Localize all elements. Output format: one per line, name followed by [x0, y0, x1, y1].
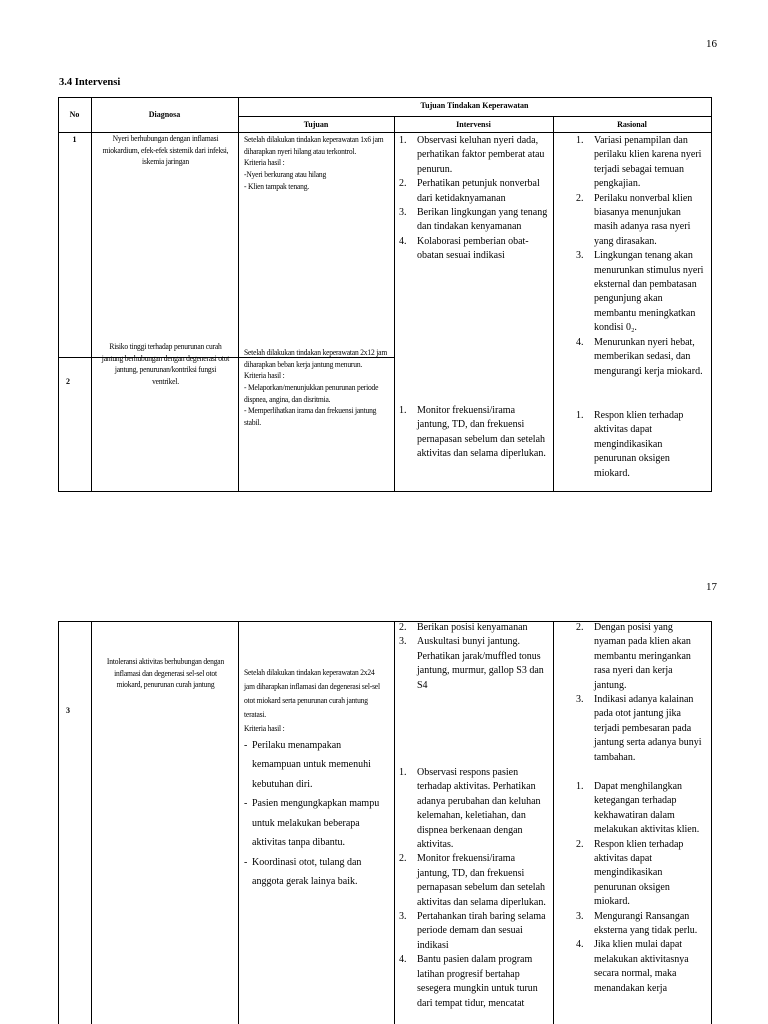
row2-rasional	[576, 409, 706, 481]
row3-tujuan	[244, 666, 392, 892]
list-item: 3. Pertahankan tirah baring selama periode demam dan sesuai indikasi	[399, 911, 546, 951]
header-diagnosa: Diagnosa	[148, 110, 181, 119]
list-item: 2. Dengan posisi yang nyaman pada klien akan membantu meringankan rasa nyeri dan kerja jantung.	[576, 622, 691, 691]
list-item: 3. Mengurangi Ransangan eksterna yang tidak perlu.	[576, 910, 698, 937]
row3-intervensi	[399, 766, 549, 1011]
list-item: 3. Berikan lingkungan yang tenang dan tindakan kenyamanan	[399, 207, 548, 233]
page-number-17: 17	[706, 581, 717, 593]
list-item: 2. Monitor frekuensi/irama jantung, TD, dan frekuensi pernapasan sebelum dan setelah aktivitas dan selama diperlukan.	[399, 853, 546, 908]
list-item: 2. Respon klien terhadap aktivitas dapat mengindikasikan penurunan oksigen miokard.	[576, 838, 684, 908]
row1-kriteria-item: -Nyeri berkurang atau hilang	[244, 169, 327, 179]
row2-kriteria-item: - Melaporkan/menunjukkan penurunan periode dispnea, angina, dan disritmia.	[244, 382, 379, 404]
list-item: 1. Monitor frekuensi/irama jantung, TD, dan frekuensi pernapasan sebelum dan setelah aktivitas dan selama diperlukan.	[399, 405, 546, 460]
row3-diagnosa: Intoleransi aktivitas berhubungan dengan inflamasi dan degenerasi sel-sel otot miokard, penurunan curah jantung	[106, 657, 225, 690]
row1-tujuan-intro: Setelah dilakukan tindakan keperawatan 1x6 jam diharapkan nyeri hilang atau terkontrol.	[244, 135, 384, 156]
row2-diagnosa: Risiko tinggi terhadap penurunan curah jantung berhubungan dengan degenerasi otot jantung, penurunan/kontriksi fungsi ventrikel.	[101, 342, 230, 386]
list-item: 2. Berikan posisi kenyamanan	[399, 622, 528, 633]
list-item: - Koordinasi otot, tulang dan anggota gerak lainya baik.	[244, 853, 392, 892]
row3-rasional-continued	[576, 621, 706, 765]
row2-tujuan-intro: Setelah dilakukan tindakan keperawatan 2x12 jam diharapkan beban kerja jantung menurun.	[244, 348, 388, 369]
row2-intervensi	[399, 404, 549, 462]
page-number-16: 16	[706, 38, 717, 50]
list-item: 4. Menurunkan nyeri hebat, memberikan sedasi, dan mengurangi kerja miokard.	[576, 336, 703, 377]
list-item: 3. Lingkungan tenang akan menurunkan stimulus nyeri eksternal dan pembatasan pengunjung akan membantu meningkatkan kondisi 0₂.	[576, 250, 704, 334]
row1-kriteria-item: - Klien tampak tenang.	[244, 181, 309, 191]
row1-number: 1	[72, 135, 77, 144]
list-item: 2. Perilaku nonverbal klien biasanya menunjukan masih adanya rasa nyeri yang dirasakan.	[576, 192, 693, 247]
row1-diagnosa: Nyeri berhubungan dengan inflamasi miokardium, efek-efek sistemik dari infeksi, iskemia jaringan	[102, 134, 229, 167]
row2-number: 2	[66, 377, 70, 386]
list-item: - Pasien mengungkapkan mampu untuk melakukan beberapa aktivitas tanpa dibantu.	[244, 794, 392, 853]
row1-intervensi	[399, 134, 549, 264]
row2-kriteria-item: - Memperlihatkan irama dan frekuensi jantung stabil.	[244, 406, 377, 427]
list-item: 4. Jika klien mulai dapat melakukan aktivitasnya secara normal, maka menandakan kerja	[576, 939, 689, 994]
list-item: 3. Indikasi adanya kalainan pada otot jantung jika terjadi pembesaran pada jantung serta adanya bunyi tambahan.	[576, 694, 702, 763]
list-item: 1. Respon klien terhadap aktivitas dapat mengindikasikan penurunan oksigen miokard.	[576, 410, 684, 479]
list-item: - Perilaku menampakan kemampuan untuk memenuhi kebutuhan diri.	[244, 736, 392, 795]
row3-rasional	[576, 780, 706, 996]
row1-tujuan	[244, 134, 389, 192]
row1-rasional	[576, 134, 706, 379]
list-item: 4. Bantu pasien dalam program latihan progresif bertahap sesegera mungkin untuk turun dari tempat tidur, mencatat	[399, 954, 538, 1009]
row3-number: 3	[66, 706, 70, 715]
list-item: 3. Auskultasi bunyi jantung. Perhatikan jarak/muffled tonus jantung, murmur, gallop S3 dan S4	[399, 636, 544, 691]
header-rasional: Rasional	[617, 120, 647, 129]
header-group: Tujuan Tindakan Keperawatan	[420, 101, 529, 110]
section-heading: 3.4 Intervensi	[59, 77, 121, 88]
list-item: 1. Observasi keluhan nyeri dada, perhatikan faktor pemberat atau penurun.	[399, 135, 545, 175]
header-no: No	[69, 110, 80, 119]
row3-intervensi-continued	[399, 621, 551, 693]
list-item: 1. Variasi penampilan dan perilaku klien karena nyeri terjadi sebagai temuan pengkajian.	[576, 135, 702, 190]
header-tujuan: Tujuan	[303, 120, 329, 129]
row3-kriteria-label: Kriteria hasil :	[244, 723, 285, 733]
list-item: 1. Observasi respons pasien terhadap aktivitas. Perhatikan adanya perubahan dan keluhan kelemahan, keletiahan, dan dispnea berkenaan dengan aktivitas.	[399, 767, 541, 851]
row1-kriteria-label: Kriteria hasil :	[244, 158, 285, 168]
header-intervensi: Intervensi	[456, 120, 491, 129]
row3-tujuan-intro: Setelah dilakukan tindakan keperawatan 2x24 jam diharapkan inflamasi dan degenerasi sel-sel otot miokard serta penurunan curah jantung teratasi.	[244, 668, 380, 719]
row2-kriteria-label: Kriteria hasil :	[244, 371, 285, 381]
list-item: 1. Dapat menghilangkan ketegangan terhadap kekhawatiran dalam melakukan aktivitas klien.	[576, 781, 700, 836]
row2-tujuan	[244, 347, 389, 428]
list-item: 2. Perhatikan petunjuk nonverbal dari ketidaknyamanan	[399, 178, 540, 204]
list-item: 4. Kolaborasi pemberian obat-obatan sesuai indikasi	[399, 235, 529, 262]
